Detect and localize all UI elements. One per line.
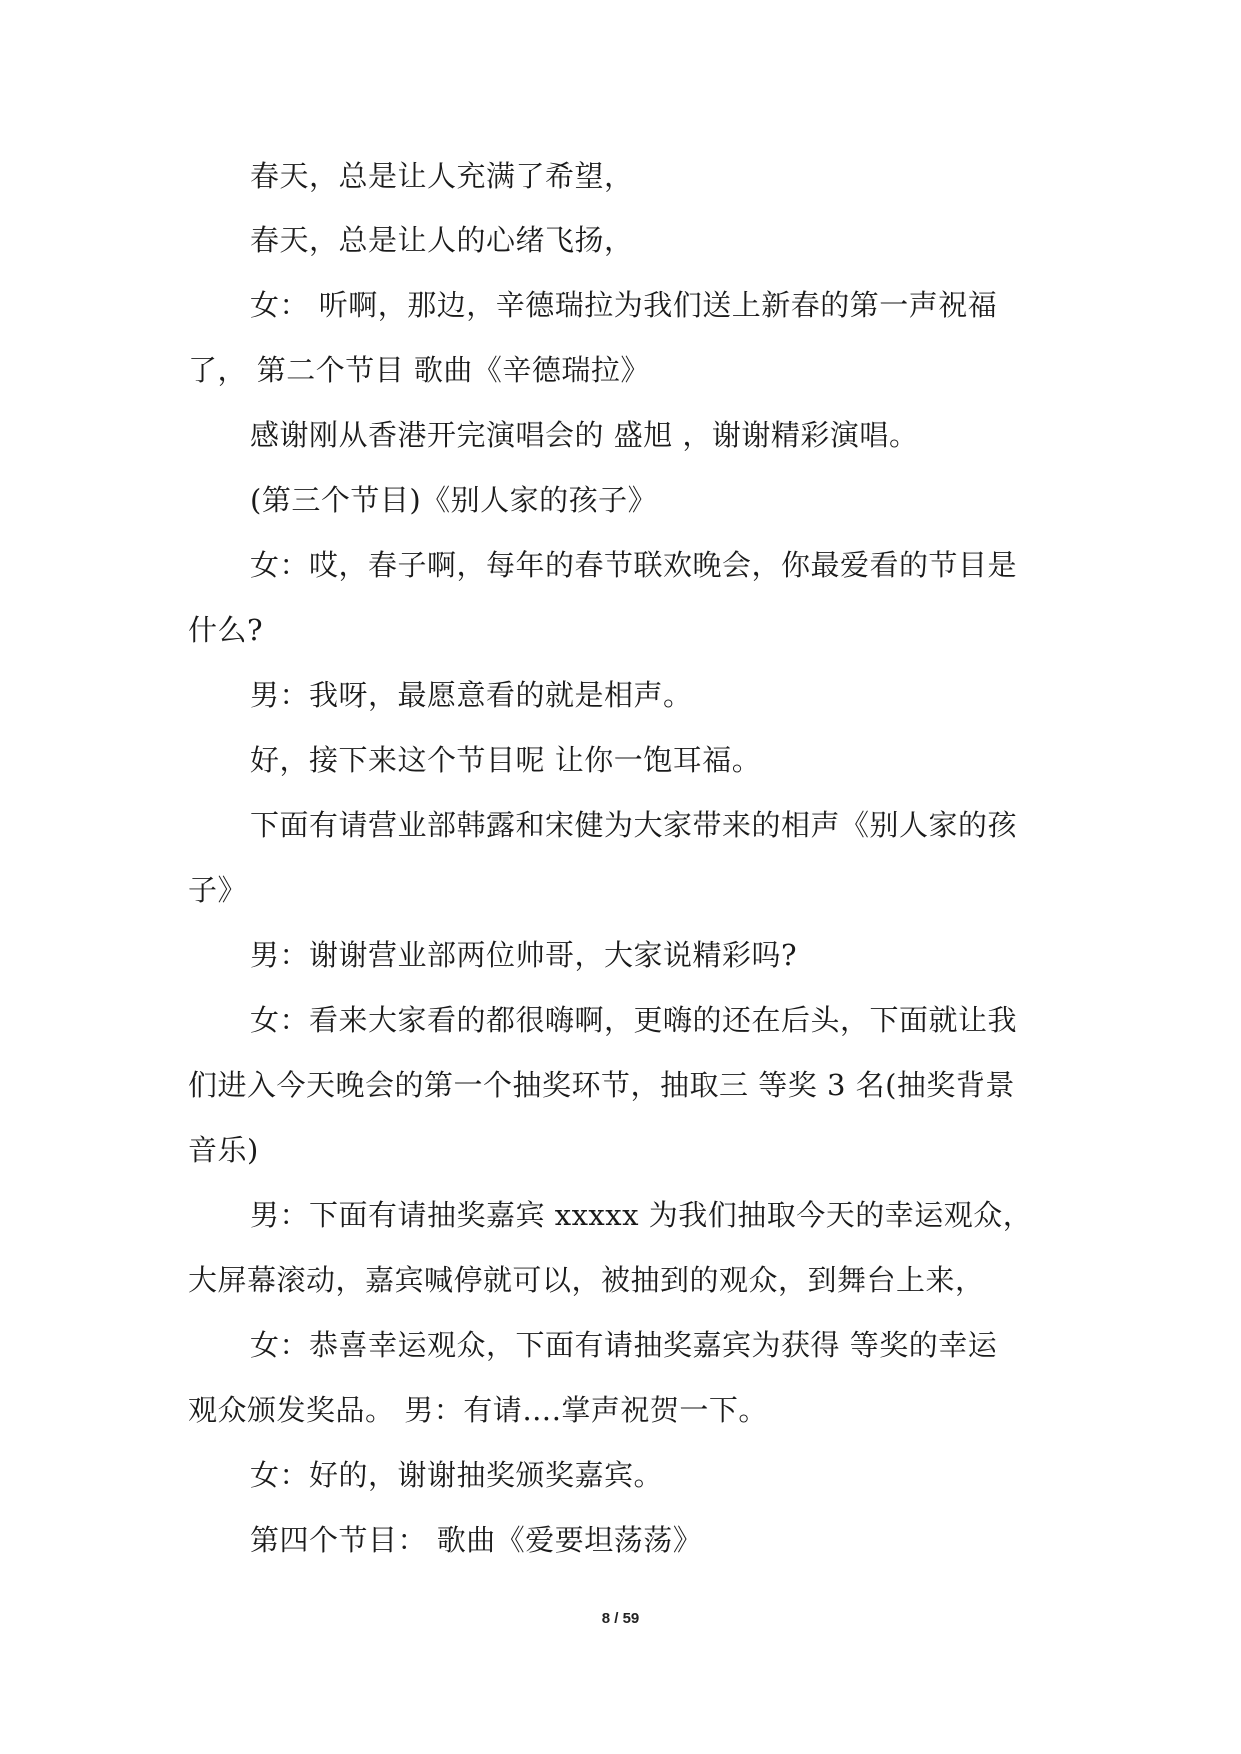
text-line: 大屏幕滚动，嘉宾喊停就可以，被抽到的观众，到舞台上来， (188, 1263, 985, 1297)
text-line: 男：下面有请抽奖嘉宾 xxxxx 为我们抽取今天的幸运观众， (250, 1198, 1033, 1232)
text-line: 们进入今天晚会的第一个抽奖环节，抽取三 等奖 3 名(抽奖背景 (188, 1068, 1015, 1102)
text-line: 子》 (188, 873, 248, 907)
text-line: 女：恭喜幸运观众，下面有请抽奖嘉宾为获得 等奖的幸运 (250, 1328, 998, 1362)
text-line: 第四个节目： 歌曲《爱要坦荡荡》 (250, 1523, 703, 1557)
text-line: 春天，总是让人充满了希望， (250, 159, 634, 193)
text-line: 感谢刚从香港开完演唱会的 盛旭 ，谢谢精彩演唱。 (250, 418, 919, 452)
text-line: (第三个节目)《别人家的孩子》 (250, 483, 658, 517)
text-line: 什么? (188, 613, 264, 647)
text-line: 了， 第二个节目 歌曲《辛德瑞拉》 (188, 353, 650, 387)
text-line: 女：看来大家看的都很嗨啊，更嗨的还在后头，下面就让我 (250, 1003, 1018, 1037)
text-line: 春天，总是让人的心绪飞扬， (250, 223, 634, 257)
text-line: 好，接下来这个节目呢 让你一饱耳福。 (250, 743, 762, 777)
text-line: 男：谢谢营业部两位帅哥，大家说精彩吗? (250, 938, 798, 972)
text-line: 观众颁发奖品。 男：有请….掌声祝贺一下。 (188, 1393, 768, 1427)
text-line: 女： 听啊，那边，辛德瑞拉为我们送上新春的第一声祝福 (250, 288, 998, 322)
page-number: 8 / 59 (601, 1610, 640, 1627)
text-line: 男：我呀，最愿意看的就是相声。 (250, 678, 693, 712)
text-line: 下面有请营业部韩露和宋健为大家带来的相声《别人家的孩 (250, 808, 1018, 842)
text-line: 女：哎，春子啊，每年的春节联欢晚会，你最爱看的节目是 (250, 548, 1018, 582)
text-line: 女：好的，谢谢抽奖颁奖嘉宾。 (250, 1458, 664, 1492)
text-line: 音乐) (188, 1133, 259, 1167)
